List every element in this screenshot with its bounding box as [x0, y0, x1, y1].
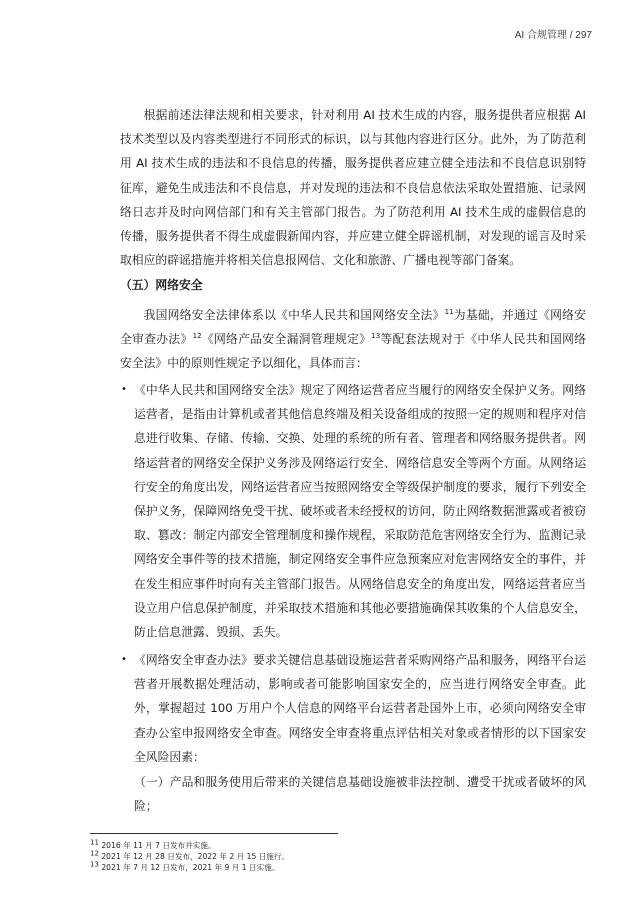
text-segment: 《网络产品安全漏洞管理规定》	[201, 332, 372, 347]
footnote-ref-13[interactable]: 13	[371, 332, 381, 341]
footnote-ref-11[interactable]: 11	[444, 308, 454, 317]
footnote-text: 2021 年 7 月 12 日发布，2021 年 9 月 1 日实施。	[101, 863, 280, 872]
text-segment: 等配套法规对于《中华人民共和国网络安全法》中的原则性规定予以细化，具体而言：	[120, 332, 586, 371]
bullet-item-security-review: 《网络安全审查办法》要求关键信息基础设施运营者采购网络产品和服务，网络平台运营者开展数据处理活动，影响或者可能影响国家安全的，应当进行网络安全审查。此外，掌握超过 100 万用户个人信息的网络平台运营者赴国外上市，必须向网络安全审查办公室申报网络安全审查。网络安全审查将重点评估相关对象或者情形的以下国家安全风险因素：	[134, 653, 586, 764]
paragraph-cybersecurity-intro	[120, 303, 586, 376]
footnotes	[90, 840, 289, 873]
footnote-divider	[90, 833, 338, 834]
text-segment: 我国网络安全法律体系以《中华人民共和国网络安全法》	[143, 308, 445, 322]
bullet-marker: •	[121, 654, 127, 665]
bullet-item-cybersecurity-law: 《中华人民共和国网络安全法》规定了网络运营者应当履行的网络安全保护义务。网络运营者，是指由计算机或者其他信息终端及相关设备组成的按照一定的规则和程序对信息进行收集、存储、传输、交换、处理的系统的所有者、管理者和网络服务提供者。网络运营者的网络安全保护义务涉及网络运行安全、网络信息安全等两个方面。从网络运行安全的角度出发，网络运营者应当按照网络安全等级保护制度的要求，履行下列安全保护义务，保障网络免受干扰、破坏或者未经授权的访问，防止网络数据泄露或者被窃取、篡改：制定内部安全管理制度和操作规程，采取防范危害网络安全行为、监测记录网络安全事件等的技术措施，制定网络安全事件应急预案应对危害网络安全的事件，并在发生相应事件时向有关主管部门报告。从网络信息安全的角度出发，网络运营者应当设立用户信息保护制度，并采取技术措施和其他必要措施确保其收集的个人信息安全，防止信息泄露、毁损、丢失。	[134, 383, 586, 640]
footnote-number: 13	[90, 860, 99, 869]
footnote-text: 2016 年 11 月 7 日发布并实施。	[101, 841, 216, 850]
running-header: AI 合规管理 / 297	[514, 30, 592, 41]
footnote-13	[90, 862, 289, 873]
text-segment: 为基础，并通过《网络安全审查办法》	[120, 308, 586, 347]
list-item-risk-factor-1: （一）产品和服务使用后带来的关键信息基础设施被非法控制、遭受干扰或者破坏的风险；	[134, 775, 586, 814]
footnote-12	[90, 851, 289, 862]
paragraph-ai-content-labeling: 根据前述法律法规和相关要求，针对利用 AI 技术生成的内容，服务提供者应根据 AI 技术类型以及内容类型进行不同形式的标识，以与其他内容进行区分。此外，为了防范利用 AI 技术生成的违法和不良信息的传播，服务提供者应建立健全违法和不良信息识别特征库，避免生成违法和不良信息，并对发现的违法和不良信息依法采取处置措施、记录网络日志并及时向网信部门和有关主管部门报告。为了防范利用 AI 技术生成的虚假信息的传播，服务提供者不得生成虚假新闻内容，并应建立健全辟谣机制，对发现的谣言及时采取相应的辟谣措施并将相关信息报网信、文化和旅游、广播电视等部门备案。	[120, 108, 586, 268]
footnote-ref-12[interactable]: 12	[192, 332, 202, 341]
section-heading: （五）网络安全	[120, 278, 203, 292]
bullet-marker: •	[121, 384, 127, 395]
footnote-11	[90, 840, 289, 851]
footnote-text: 2021 年 12 月 28 日发布，2022 年 2 月 15 日施行。	[101, 852, 290, 861]
footnote-number: 11	[90, 838, 99, 847]
footnote-number: 12	[90, 849, 99, 858]
